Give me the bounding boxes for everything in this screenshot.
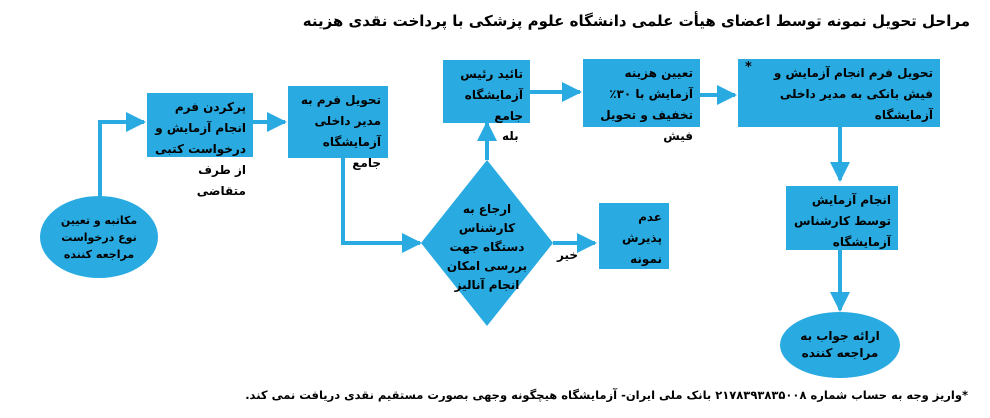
- start-node: مکاتبه و تعیین نوع درخواست مراجعه کننده: [40, 196, 158, 278]
- perform-test-node: انجام آزمایش توسط کارشناس آزمایشگاه: [786, 186, 898, 250]
- page-title: مراحل تحویل نمونه توسط اعضای هیأت علمی دانشگاه علوم پزشکی با پرداخت نقدی هزینه: [302, 12, 970, 30]
- footnote: *واریز وجه به حساب شماره ۲۱۷۸۳۹۳۸۳۵۰۰۸ بانک ملی ایران- آزمایشگاه هیچگونه وجهی بصورت مستقیم نقدی دریافت نمی کند.: [245, 388, 968, 402]
- arrow-start-to-form: [100, 122, 144, 205]
- edge-label-no: خیر: [557, 248, 579, 262]
- deliver-receipt-node: تحویل فرم انجام آزمایش و فیش بانکی به مدیر داخلی آزمایشگاه: [738, 59, 940, 127]
- result-node: ارائه جواب به مراجعه کننده: [780, 312, 900, 378]
- deliver-form-node: تحویل فرم به مدیر داخلی آزمایشگاه جامع: [288, 86, 388, 158]
- decision-text: ارجاع به کارشناس دستگاه جهت بررسی امکان انجام آنالیز: [446, 202, 528, 292]
- edge-label-yes: بله: [502, 129, 519, 143]
- reject-node: عدم پذیرش نمونه: [599, 203, 669, 269]
- set-cost-node: تعیین هزینه آزمایش با ۳۰٪ تخفیف و تحویل فیش: [583, 59, 700, 127]
- fill-form-node: پرکردن فرم انجام آزمایش و درخواست کتبی از طرف متقاضی: [147, 93, 253, 157]
- asterisk-mark: *: [745, 60, 752, 75]
- approve-head-node: تائید رئیس آزمایشگاه جامع: [443, 60, 530, 123]
